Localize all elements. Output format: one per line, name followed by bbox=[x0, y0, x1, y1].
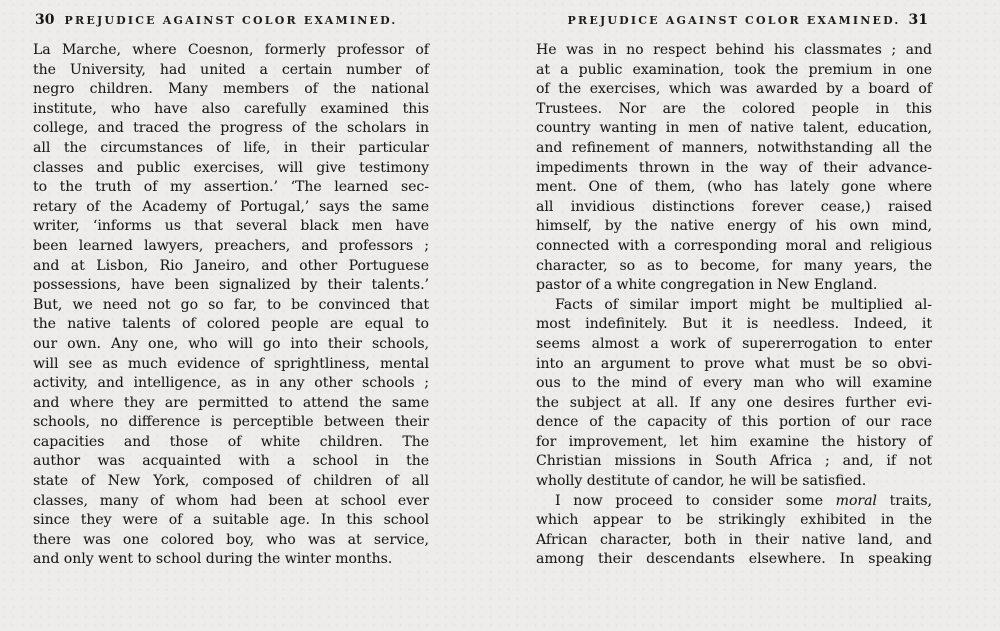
text-line: seems almost a work of supererrogation to enter bbox=[536, 335, 932, 352]
text-line: most indefinitely. But it is needless. Indeed, it bbox=[536, 316, 932, 333]
right-page bbox=[536, 12, 932, 570]
paragraph bbox=[536, 492, 932, 570]
text-line: since they were of a suitable age. In this school bbox=[33, 512, 429, 529]
text-line: He was in no respect behind his classmates ; and bbox=[536, 42, 932, 58]
text-line: La Marche, where Coesnon, formerly professor of bbox=[33, 42, 429, 58]
left-page-header bbox=[33, 12, 429, 30]
text-line bbox=[536, 492, 932, 512]
paragraph bbox=[536, 296, 932, 492]
text-line: classes, many of whom had been at school ever bbox=[33, 492, 429, 509]
text-line: schools, no difference is perceptible between their bbox=[33, 414, 429, 431]
text-line: the University, had united a certain number of bbox=[33, 61, 429, 78]
text-line: state of New York, composed of children of all bbox=[33, 473, 429, 490]
text-line: ment. One of them, (who has lately gone where bbox=[536, 179, 932, 196]
text-line: country wanting in men of native talent, education, bbox=[536, 120, 932, 137]
text-line: college, and traced the progress of the scholars in bbox=[33, 120, 429, 137]
text-line: the native talents of colored people are equal to bbox=[33, 316, 429, 333]
text-line: and at Lisbon, Rio Janeiro, and other Portuguese bbox=[33, 257, 429, 274]
text-line: capacities and those of white children. The bbox=[33, 433, 429, 450]
left-page-body bbox=[33, 41, 429, 570]
text-line: and where they are permitted to attend the same bbox=[33, 394, 429, 411]
text-line: impediments thrown in the way of their advance- bbox=[536, 159, 932, 176]
text-line: character, so as to become, for many years, the bbox=[536, 257, 932, 274]
text-line: African character, both in their native land, and bbox=[536, 531, 932, 548]
text-line: all the circumstances of life, in their particular bbox=[33, 139, 429, 156]
text-line: negro children. Many members of the national bbox=[33, 81, 429, 98]
text-line: the subject at all. If any one desires further evi- bbox=[536, 394, 932, 411]
text-line: among their descendants elsewhere. In speaking bbox=[536, 551, 932, 568]
text-line: institute, who have also carefully examined this bbox=[33, 100, 429, 117]
text-line: and refinement of manners, notwithstanding all the bbox=[536, 139, 932, 156]
text-line: for improvement, let him examine the history of bbox=[536, 433, 932, 450]
text-line: possessions, have been signalized by their talents.’ bbox=[33, 277, 429, 294]
text-line: retary of the Academy of Portugal,’ says the same bbox=[33, 198, 429, 215]
left-running-head: PREJUDICE AGAINST COLOR EXAMINED. bbox=[64, 14, 398, 27]
left-page-number: 30 bbox=[35, 12, 55, 28]
text-line: But, we need not go so far, to be convinced that bbox=[33, 296, 429, 313]
italic-text: moral bbox=[835, 492, 877, 509]
right-page-number: 31 bbox=[908, 12, 928, 28]
text-run: I now proceed to consider some bbox=[555, 492, 836, 509]
paragraph bbox=[33, 41, 429, 570]
text-line: and only went to school during the winter months. bbox=[33, 551, 393, 568]
text-line: Facts of similar import might be multiplied al- bbox=[555, 296, 932, 313]
text-line: himself, by the native energy of his own mind, bbox=[536, 218, 932, 235]
text-line: at a public examination, took the premium in one bbox=[536, 61, 932, 78]
text-line: connected with a corresponding moral and religious bbox=[536, 237, 932, 254]
text-line: Christian missions in South Africa ; and, if not bbox=[536, 453, 932, 470]
text-line: author was acquainted with a school in the bbox=[33, 453, 429, 470]
text-line: activity, and intelligence, as in any other schools ; bbox=[33, 375, 429, 392]
text-line: all invidious distinctions forever cease,) raised bbox=[536, 198, 932, 215]
text-line: there was one colored boy, who was at service, bbox=[33, 531, 429, 548]
text-line: our own. Any one, who will go into their schools, bbox=[33, 335, 429, 352]
text-line: Trustees. Nor are the colored people in this bbox=[536, 100, 932, 117]
text-run: traits, bbox=[876, 492, 932, 509]
right-page-body bbox=[536, 41, 932, 570]
text-line: wholly destitute of candor, he will be satisfied. bbox=[536, 473, 867, 490]
text-line: of the exercises, which was awarded by a board of bbox=[536, 81, 932, 98]
right-running-head: PREJUDICE AGAINST COLOR EXAMINED. bbox=[567, 14, 901, 27]
right-page-header bbox=[536, 12, 932, 30]
text-line: classes and public exercises, will give testimony bbox=[33, 159, 429, 176]
paragraph bbox=[536, 41, 932, 296]
text-line: pastor of a white congregation in New England. bbox=[536, 277, 878, 294]
text-line: will see as much evidence of sprightliness, mental bbox=[33, 355, 429, 372]
text-line: to the truth of my assertion.’ ‘The learned sec- bbox=[33, 179, 429, 196]
text-line: which appear to be strikingly exhibited in the bbox=[536, 512, 932, 529]
text-line: ous to the mind of every man who will examine bbox=[536, 375, 932, 392]
text-line: dence of the capacity of this portion of our race bbox=[536, 414, 932, 431]
left-page bbox=[33, 12, 429, 570]
text-line: been learned lawyers, preachers, and professors ; bbox=[33, 237, 429, 254]
text-line: writer, ‘informs us that several black men have bbox=[33, 218, 429, 235]
text-line: into an argument to prove what must be so obvi- bbox=[536, 355, 932, 372]
